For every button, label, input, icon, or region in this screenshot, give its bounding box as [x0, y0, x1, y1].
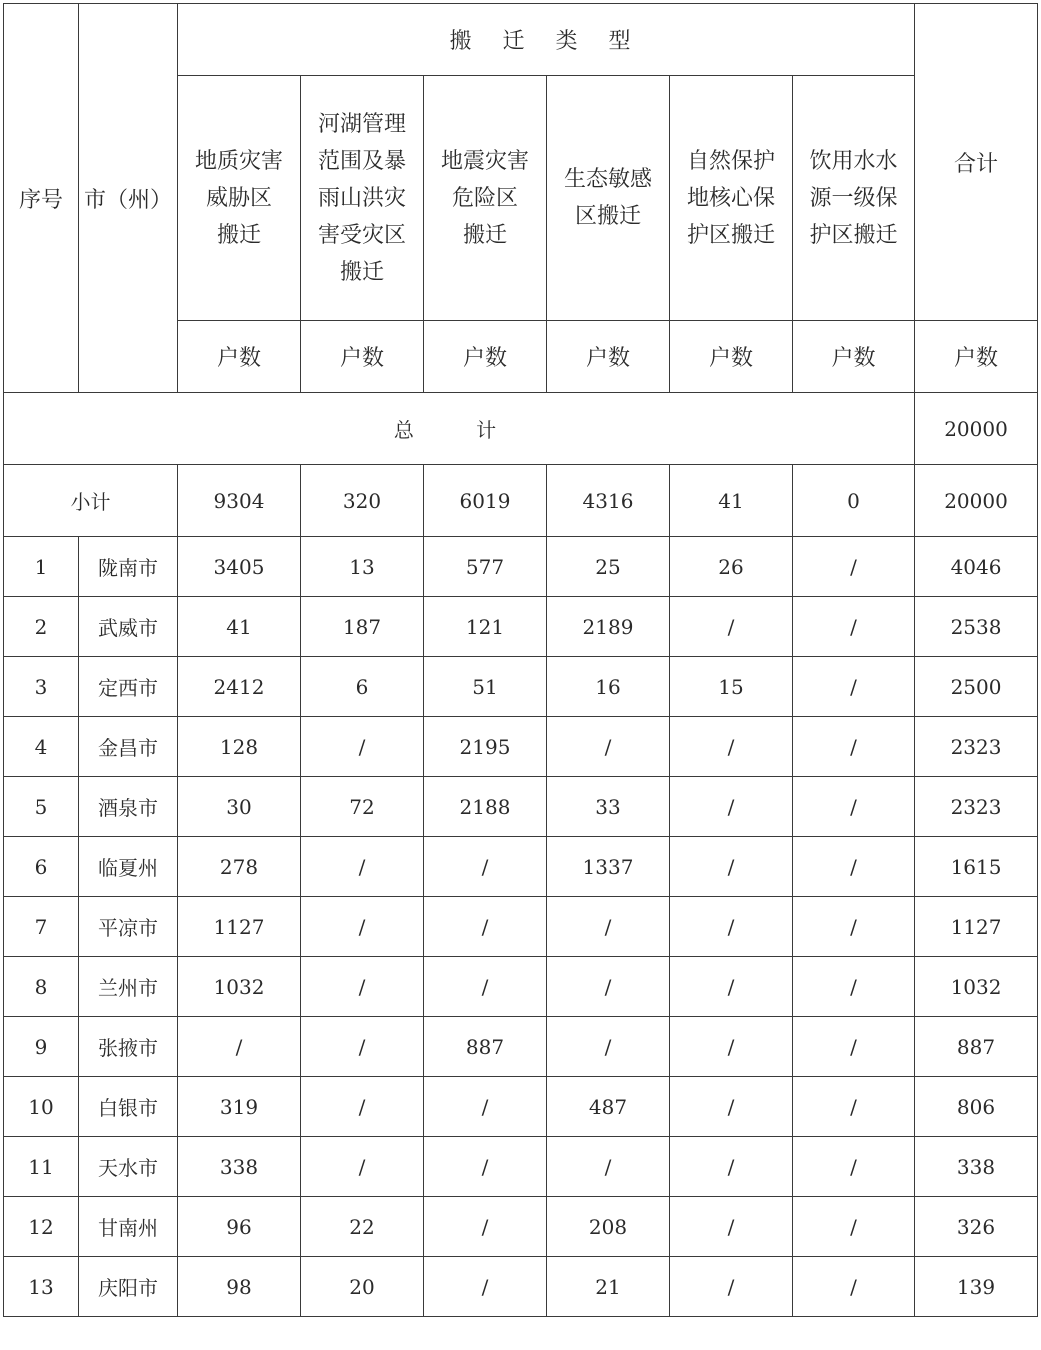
row-number: 13 — [4, 1257, 79, 1317]
row-cell: / — [793, 1197, 915, 1257]
row-cell: 2189 — [547, 597, 670, 657]
row-cell: 487 — [547, 1077, 670, 1137]
row-cell: / — [301, 957, 424, 1017]
row-cell: / — [547, 1017, 670, 1077]
row-cell: / — [424, 1077, 547, 1137]
row-cell: 72 — [301, 777, 424, 837]
subtotal-cell: 20000 — [915, 465, 1038, 537]
row-cell: / — [301, 897, 424, 957]
row-number: 4 — [4, 717, 79, 777]
row-number: 12 — [4, 1197, 79, 1257]
row-cell: / — [670, 717, 793, 777]
row-cell: / — [424, 1257, 547, 1317]
row-cell: 15 — [670, 657, 793, 717]
table-row — [4, 897, 1038, 957]
row-cell: / — [793, 597, 915, 657]
row-cell: 96 — [178, 1197, 301, 1257]
header-col-flood: 河湖管理 范围及暴 雨山洪灾 害受灾区 搬迁 — [301, 76, 424, 321]
row-cell: 1615 — [915, 837, 1038, 897]
row-cell: / — [793, 1257, 915, 1317]
row-cell: 1032 — [178, 957, 301, 1017]
row-cell: / — [670, 1017, 793, 1077]
row-cell: / — [793, 717, 915, 777]
row-city: 白银市 — [79, 1077, 178, 1137]
row-city: 兰州市 — [79, 957, 178, 1017]
row-city: 天水市 — [79, 1137, 178, 1197]
row-number: 1 — [4, 537, 79, 597]
row-cell: 887 — [915, 1017, 1038, 1077]
row-cell: / — [670, 897, 793, 957]
row-cell: / — [424, 957, 547, 1017]
row-cell: 577 — [424, 537, 547, 597]
row-cell: 278 — [178, 837, 301, 897]
header-col-earthquake: 地震灾害 危险区 搬迁 — [424, 76, 547, 321]
row-cell: 1127 — [178, 897, 301, 957]
row-cell: 2323 — [915, 717, 1038, 777]
row-cell: / — [178, 1017, 301, 1077]
row-cell: 139 — [915, 1257, 1038, 1317]
row-cell: / — [793, 897, 915, 957]
row-cell: / — [670, 1137, 793, 1197]
row-cell: / — [670, 837, 793, 897]
header-relocation-type: 搬 迁 类 型 — [178, 4, 915, 76]
row-cell: 16 — [547, 657, 670, 717]
header-unit: 户数 — [547, 321, 670, 393]
row-cell: 20 — [301, 1257, 424, 1317]
row-city: 甘南州 — [79, 1197, 178, 1257]
header-seq: 序号 — [4, 4, 79, 393]
row-cell: 187 — [301, 597, 424, 657]
row-cell: 326 — [915, 1197, 1038, 1257]
row-cell: 21 — [547, 1257, 670, 1317]
row-cell: 338 — [178, 1137, 301, 1197]
table-row — [4, 537, 1038, 597]
header-unit: 户数 — [915, 321, 1038, 393]
row-cell: 98 — [178, 1257, 301, 1317]
row-cell: 2195 — [424, 717, 547, 777]
header-col-ecology: 生态敏感 区搬迁 — [547, 76, 670, 321]
row-cell: 30 — [178, 777, 301, 837]
row-cell: 13 — [301, 537, 424, 597]
total-row — [4, 393, 1038, 465]
row-cell: 25 — [547, 537, 670, 597]
row-cell: 41 — [178, 597, 301, 657]
row-cell: / — [793, 537, 915, 597]
header-col-water-source: 饮用水水 源一级保 护区搬迁 — [793, 76, 915, 321]
row-cell: 33 — [547, 777, 670, 837]
header-unit: 户数 — [178, 321, 301, 393]
row-cell: 1337 — [547, 837, 670, 897]
total-label: 总 计 — [4, 393, 915, 465]
row-city: 张掖市 — [79, 1017, 178, 1077]
table-row — [4, 837, 1038, 897]
row-cell: 121 — [424, 597, 547, 657]
subtotal-cell: 6019 — [424, 465, 547, 537]
subtotal-cell: 41 — [670, 465, 793, 537]
header-city: 市（州） — [79, 4, 178, 393]
subtotal-row — [4, 465, 1038, 537]
row-cell: / — [670, 1197, 793, 1257]
table-row — [4, 1017, 1038, 1077]
header-total: 合计 — [915, 4, 1038, 321]
row-city: 金昌市 — [79, 717, 178, 777]
row-cell: / — [424, 1197, 547, 1257]
row-city: 武威市 — [79, 597, 178, 657]
row-cell: 338 — [915, 1137, 1038, 1197]
row-cell: / — [793, 1137, 915, 1197]
row-cell: / — [670, 777, 793, 837]
row-cell: 2412 — [178, 657, 301, 717]
row-cell: / — [301, 1077, 424, 1137]
row-cell: / — [670, 957, 793, 1017]
row-cell: 208 — [547, 1197, 670, 1257]
row-cell: / — [793, 837, 915, 897]
row-number: 11 — [4, 1137, 79, 1197]
row-cell: 2323 — [915, 777, 1038, 837]
row-cell: 2500 — [915, 657, 1038, 717]
row-cell: / — [547, 717, 670, 777]
subtotal-cell: 4316 — [547, 465, 670, 537]
row-cell: / — [547, 897, 670, 957]
row-cell: / — [793, 957, 915, 1017]
header-col-nature-reserve: 自然保护 地核心保 护区搬迁 — [670, 76, 793, 321]
row-cell: 319 — [178, 1077, 301, 1137]
subtotal-label: 小计 — [4, 465, 178, 537]
row-city: 陇南市 — [79, 537, 178, 597]
row-number: 10 — [4, 1077, 79, 1137]
table-row — [4, 597, 1038, 657]
relocation-table — [3, 3, 1038, 1317]
row-cell: / — [424, 897, 547, 957]
table-row — [4, 1077, 1038, 1137]
row-cell: 2188 — [424, 777, 547, 837]
table-row — [4, 1137, 1038, 1197]
row-cell: / — [301, 717, 424, 777]
row-cell: 806 — [915, 1077, 1038, 1137]
row-cell: / — [793, 777, 915, 837]
subtotal-cell: 0 — [793, 465, 915, 537]
row-city: 平凉市 — [79, 897, 178, 957]
row-city: 庆阳市 — [79, 1257, 178, 1317]
row-city: 酒泉市 — [79, 777, 178, 837]
row-cell: / — [301, 837, 424, 897]
row-city: 临夏州 — [79, 837, 178, 897]
row-cell: / — [424, 1137, 547, 1197]
subtotal-cell: 320 — [301, 465, 424, 537]
row-cell: 128 — [178, 717, 301, 777]
table-row — [4, 777, 1038, 837]
row-cell: 22 — [301, 1197, 424, 1257]
row-cell: 887 — [424, 1017, 547, 1077]
row-cell: 51 — [424, 657, 547, 717]
row-number: 5 — [4, 777, 79, 837]
row-number: 7 — [4, 897, 79, 957]
table-row — [4, 717, 1038, 777]
row-cell: / — [424, 837, 547, 897]
header-unit: 户数 — [301, 321, 424, 393]
row-number: 8 — [4, 957, 79, 1017]
header-unit: 户数 — [670, 321, 793, 393]
row-cell: / — [793, 1077, 915, 1137]
table-row — [4, 957, 1038, 1017]
row-cell: 6 — [301, 657, 424, 717]
header-unit: 户数 — [424, 321, 547, 393]
row-cell: 1127 — [915, 897, 1038, 957]
header-unit: 户数 — [793, 321, 915, 393]
row-cell: / — [793, 657, 915, 717]
row-number: 3 — [4, 657, 79, 717]
row-cell: / — [547, 957, 670, 1017]
row-cell: / — [670, 597, 793, 657]
total-value: 20000 — [915, 393, 1038, 465]
row-cell: / — [670, 1257, 793, 1317]
row-cell: 2538 — [915, 597, 1038, 657]
table-row — [4, 1197, 1038, 1257]
row-number: 6 — [4, 837, 79, 897]
row-cell: 26 — [670, 537, 793, 597]
row-number: 9 — [4, 1017, 79, 1077]
row-city: 定西市 — [79, 657, 178, 717]
table-row — [4, 657, 1038, 717]
table-row — [4, 1257, 1038, 1317]
row-cell: 4046 — [915, 537, 1038, 597]
row-cell: / — [793, 1017, 915, 1077]
row-cell: / — [547, 1137, 670, 1197]
row-cell: / — [670, 1077, 793, 1137]
row-cell: 3405 — [178, 537, 301, 597]
row-cell: 1032 — [915, 957, 1038, 1017]
subtotal-cell: 9304 — [178, 465, 301, 537]
row-cell: / — [301, 1017, 424, 1077]
row-number: 2 — [4, 597, 79, 657]
header-col-geohazard: 地质灾害 威胁区 搬迁 — [178, 76, 301, 321]
row-cell: / — [301, 1137, 424, 1197]
